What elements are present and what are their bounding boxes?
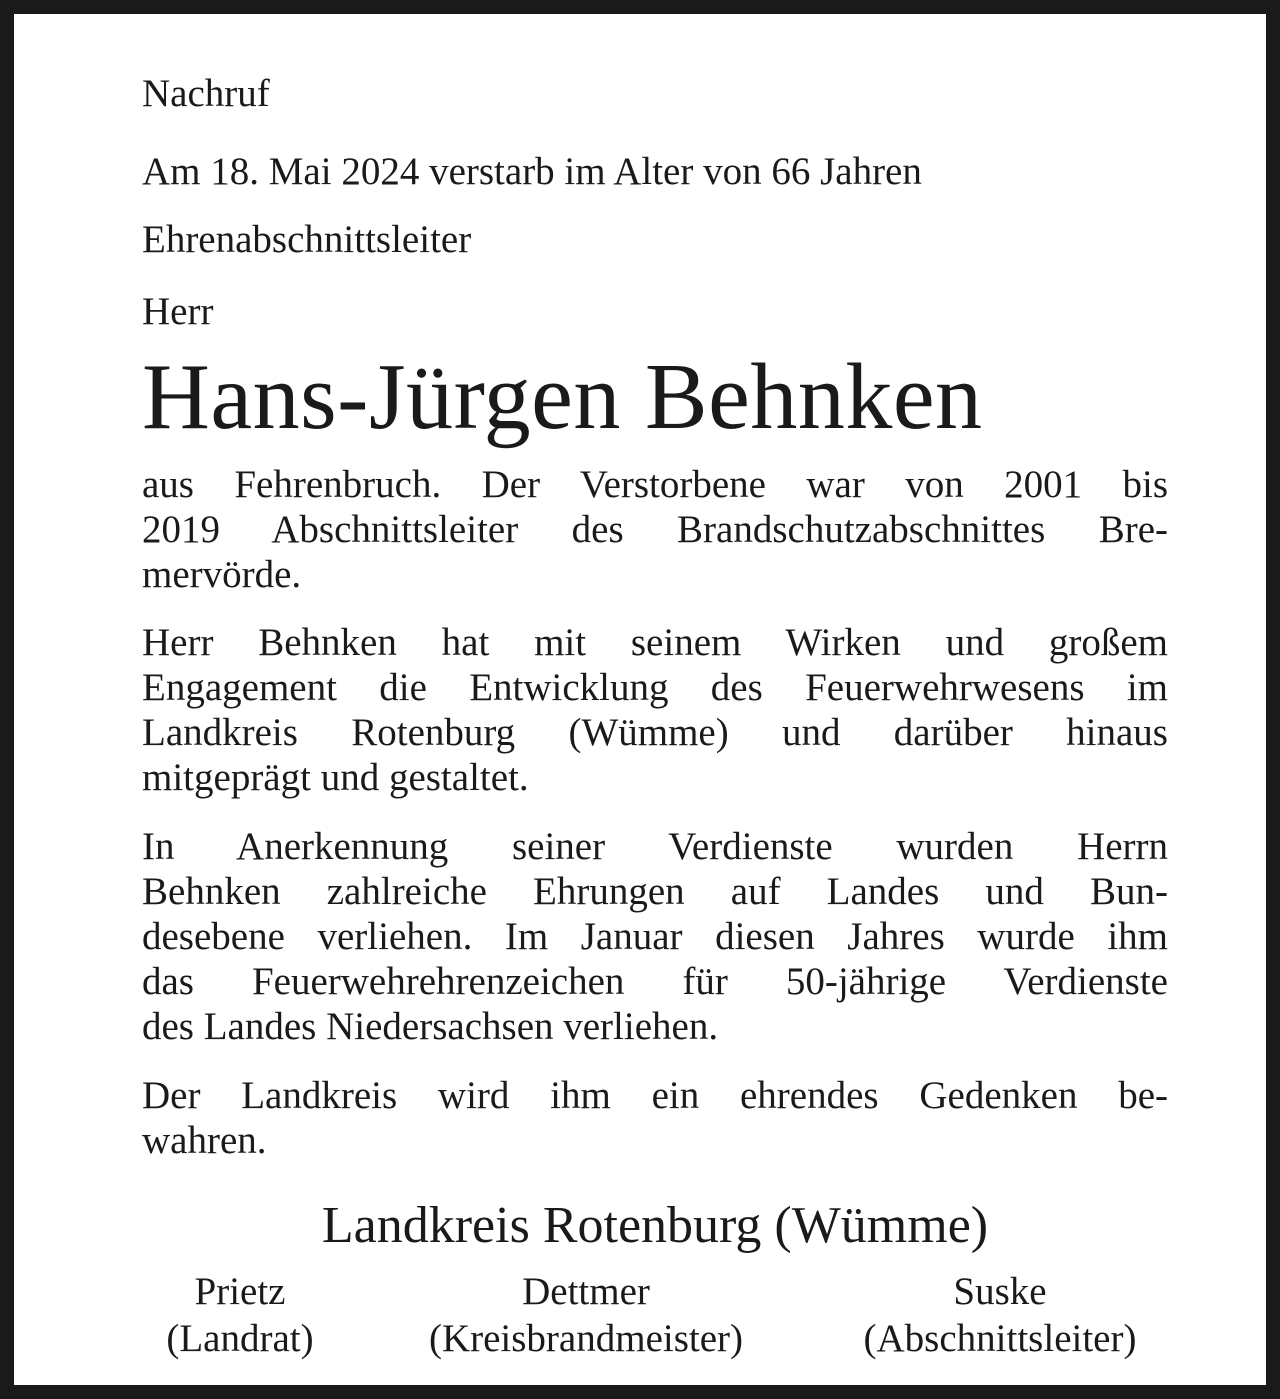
paragraph-line: In Anerkennung seiner Verdienste wurden Herrn (142, 825, 1168, 868)
paragraph-line: aus Fehrenbruch. Der Verstorbene war von 2001 bis (142, 463, 1168, 506)
paragraph-honors (142, 824, 1168, 1049)
paragraph-line: mitgeprägt und gestaltet. (142, 756, 529, 799)
notice-label: Nachruf (142, 72, 270, 115)
signatory-abschnittsleiter (832, 1268, 1168, 1362)
paragraph-origin (142, 462, 1168, 597)
signatory-name: Prietz (194, 1270, 286, 1313)
deceased-name: Hans-Jürgen Behnken (142, 345, 983, 449)
paragraph-line: 2019 Abschnittsleiter des Brandschutzabschnittes Bre- (142, 508, 1168, 551)
paragraph-line: Landkreis Rotenburg (Wümme) und darüber hinaus (142, 711, 1168, 754)
organization-name: Landkreis Rotenburg (Wümme) (321, 1197, 989, 1254)
signatory-landrat (142, 1268, 338, 1362)
paragraph-line: Engagement die Entwicklung des Feuerwehrwesens im (142, 666, 1168, 709)
paragraph-line: Herr Behnken hat mit seinem Wirken und großem (142, 621, 1168, 664)
paragraph-line: des Landes Niedersachsen verliehen. (142, 1005, 719, 1048)
signatory-role: (Abschnittsleiter) (863, 1317, 1137, 1360)
paragraph-remembrance (142, 1073, 1168, 1163)
paragraph-line: Behnken zahlreiche Ehrungen auf Landes und Bun- (142, 870, 1168, 913)
paragraph-line: Der Landkreis wird ihm ein ehrendes Gedenken be- (142, 1074, 1168, 1117)
paragraph-line: das Feuerwehrehrenzeichen für 50-jährige Verdienste (142, 960, 1168, 1003)
paragraph-line: desebene verliehen. Im Januar diesen Jahres wurde ihm (142, 915, 1168, 958)
paragraph-line: mervörde. (142, 553, 302, 596)
paragraph-line: wahren. (142, 1119, 267, 1162)
rank-line: Ehrenabschnittsleiter (142, 218, 472, 261)
signatory-role: (Kreisbrandmeister) (428, 1317, 744, 1360)
intro-line: Am 18. Mai 2024 verstarb im Alter von 66 Jahren (142, 150, 922, 193)
salutation-line: Herr (142, 290, 214, 333)
signatory-role: (Landrat) (166, 1317, 314, 1360)
signatory-name: Dettmer (522, 1270, 650, 1313)
signatory-kreisbrandmeister (390, 1268, 782, 1362)
signatory-name: Suske (953, 1270, 1047, 1313)
paragraph-engagement (142, 620, 1168, 800)
